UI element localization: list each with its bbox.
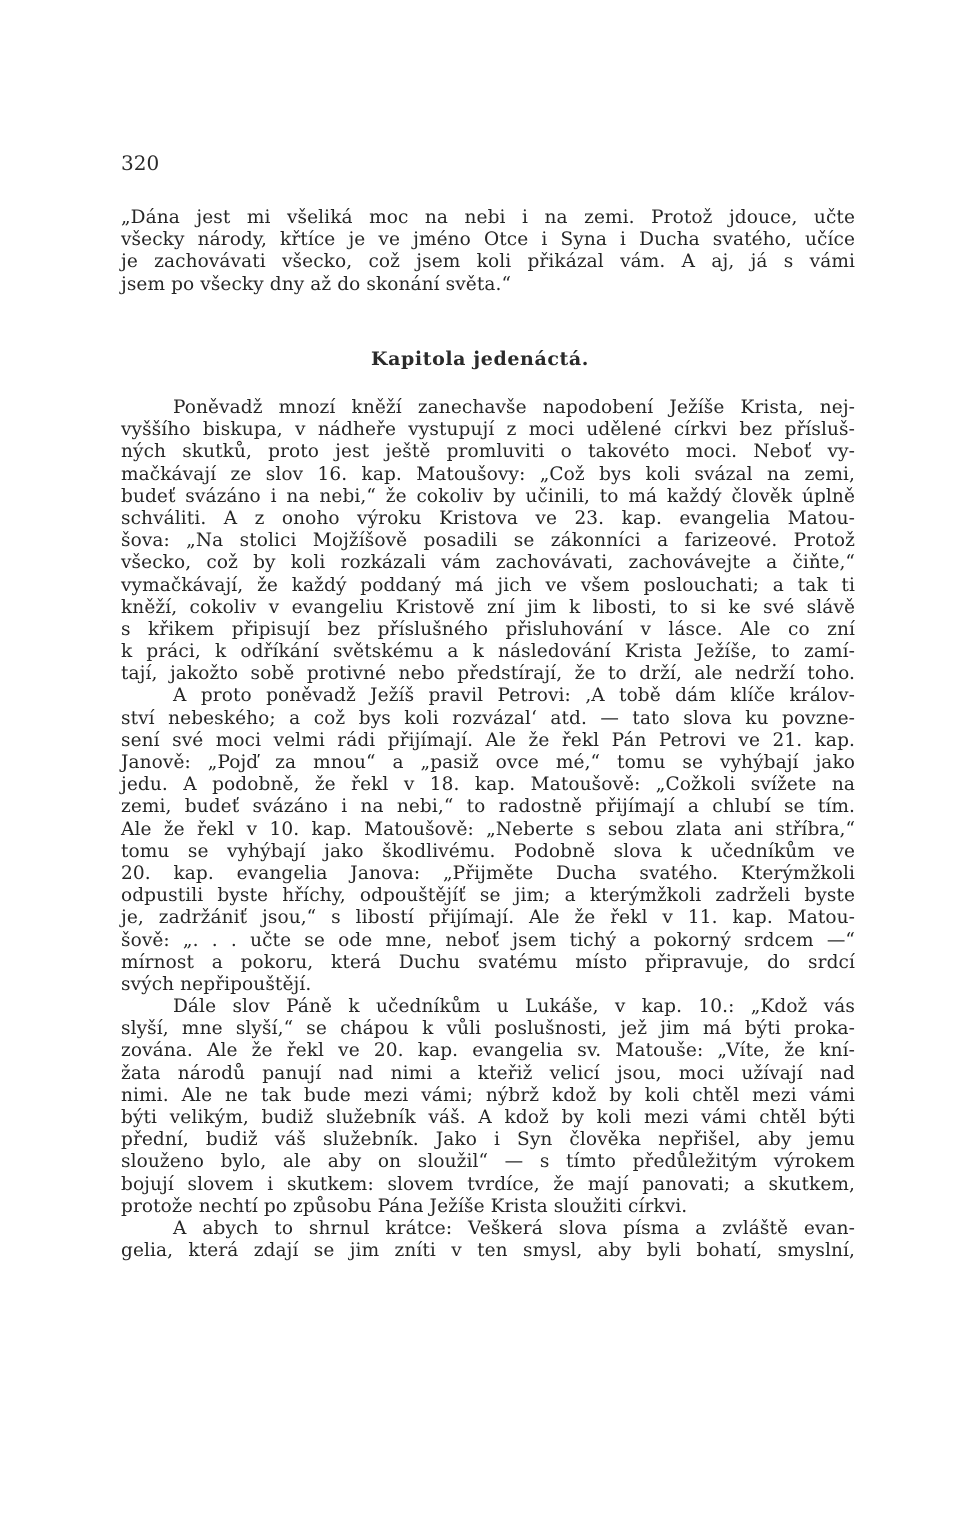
text-line: Poněvadž mnozí kněží zanechavše napodobení Ježíše Krista, nej- — [173, 397, 855, 418]
text-line: jedu. A podobně, že řekl v 18. kap. Matoušově: „Cožkoli svížete na — [121, 774, 855, 796]
text-line: ných skutků, proto jest ještě promluviti o takovéto moci. Neboť vy- — [121, 441, 855, 463]
text-line: budeť svázáno i na nebi,“ že cokoliv by učinili, to má každý člověk úplně — [121, 485, 855, 507]
text-line: všecko, což by koli rozkázali vám zachovávati, zachovávejte a čiňte,“ — [121, 552, 855, 574]
text-line: 20. kap. evangelia Janova: „Přijměte Ducha svatého. Kterýmžkoli — [121, 862, 855, 884]
text-line: Ale že řekl v 10. kap. Matoušově: „Neberte s sebou zlata ani stříbra,“ — [121, 818, 855, 840]
text-line: zemi, budeť svázáno i na nebi,“ to radostně přijímají a chlubí se tím. — [121, 796, 855, 818]
text-line: schváliti. A z onoho výroku Kristova ve 23. kap. evangelia Matou- — [121, 507, 855, 529]
text-line: protože nechtí po způsobu Pána Ježíše Krista sloužiti církvi. — [121, 1195, 688, 1217]
text-line: bojují slovem i skutkem: slovem tvrdíce, že mají panovati; a skutkem, — [121, 1173, 855, 1195]
text-line: mačkávají ze slov 16. kap. Matoušovy: „Což bys koli svázal na zemi, — [121, 463, 855, 485]
text-line: gelia, která zdají se jim zníti v ten smysl, aby byli bohatí, smyslní, — [121, 1240, 855, 1262]
text-line: sení své moci velmi rádi přijímají. Ale že řekl Pán Petrovi ve 21. kap. — [121, 729, 855, 751]
text-line: tají, jakožto sobě protivné nebo předstírají, že to drží, ale nedrží toho. — [121, 663, 855, 685]
text-line: šova: „Na stolici Mojžíšově posadili se zákonníci a farizeové. Protož — [121, 530, 855, 552]
text-line: kněží, cokoliv v evangeliu Kristově zní jim k libosti, to si ke své slávě — [121, 596, 855, 618]
text-line: mírnost a pokoru, která Duchu svatému místo připravuje, do srdcí — [121, 951, 855, 973]
text-line: ství nebeského; a což bys koli rozvázal‘ atd. — tato slova ku povzne- — [121, 707, 855, 729]
text-line: svých nepřipouštějí. — [121, 973, 312, 995]
text-line: Janově: „Pojď za mnou“ a „pasiž ovce mé,“ tomu se vyhýbají jako — [121, 752, 855, 773]
text-line: je zachovávati všecko, což jsem koli přikázal vám. A aj, já s vámi — [121, 251, 855, 273]
opening-quote — [121, 207, 855, 296]
text-line: zována. Ale že řekl ve 20. kap. evangelia sv. Matouše: „Víte, že kní- — [121, 1040, 855, 1062]
chapter-heading: Kapitola jedenáctá. — [370, 348, 590, 370]
text-line: slyší, mne slyší,“ se chápou k vůli poslušnosti, jež jim má býti proka- — [121, 1018, 855, 1040]
text-line: býti velikým, budiž služebník váš. A kdož by koli mezi vámi chtěl býti — [121, 1107, 855, 1128]
text-line: slouženo bylo, ale aby on sloužil“ — s tímto předůležitým výrokem — [121, 1151, 855, 1173]
text-line: Dále slov Páně k učedníkům u Lukáše, v kap. 10.: „Kdož vás — [173, 996, 855, 1018]
body-text — [121, 397, 855, 1262]
text-line: všecky národy, křtíce je ve jméno Otce i Syna i Ducha svatého, učíce — [121, 229, 855, 251]
text-line: A abych to shrnul krátce: Veškerá slova písma a zvláště evan- — [173, 1217, 855, 1239]
text-line: k práci, k odříkání světskému a k následování Krista Ježíše, to zamí- — [121, 641, 855, 663]
text-line: šově: „. . . učte se ode mne, neboť jsem tichý a pokorný srdcem —“ — [121, 929, 855, 951]
text-line: je, zadržániť jsou,“ s libostí přijímají. Ale že řekl v 11. kap. Matou- — [121, 907, 855, 929]
text-line: s křikem připisují bez příslušného přisluhování v lásce. Ale co zní — [121, 618, 855, 640]
text-line: nimi. Ale ne tak bude mezi vámi; nýbrž kdož by koli chtěl mezi vámi — [121, 1084, 855, 1106]
text-line: žata národů panují nad nimi a kteřiž velicí jsou, moci užívají nad — [121, 1062, 855, 1084]
text-line: A proto poněvadž Ježíš pravil Petrovi: ‚A tobě dám klíče králov- — [173, 685, 855, 707]
text-line: odpustili byste hříchy, odpouštějíť se jim; a kterýmžkoli zadrželi byste — [121, 885, 855, 907]
text-line: jsem po všecky dny až do skonání světa.“ — [121, 273, 512, 295]
text-line: „Dána jest mi všeliká moc na nebi i na zemi. Protož jdouce, učte — [121, 207, 855, 228]
text-line: tomu se vyhýbají jako škodlivému. Podobně slova k učedníkům ve — [121, 840, 855, 862]
text-line: přední, budiž váš služebník. Jako i Syn člověka nepřišel, aby jemu — [121, 1129, 855, 1151]
text-line: vymačkávají, že každý poddaný má jich ve všem poslouchati; a tak ti — [121, 574, 855, 596]
text-line: vyššího biskupa, v nádheře vystupují z moci udělené církvi bez přísluš- — [121, 419, 855, 441]
page-number: 320 — [121, 151, 160, 175]
